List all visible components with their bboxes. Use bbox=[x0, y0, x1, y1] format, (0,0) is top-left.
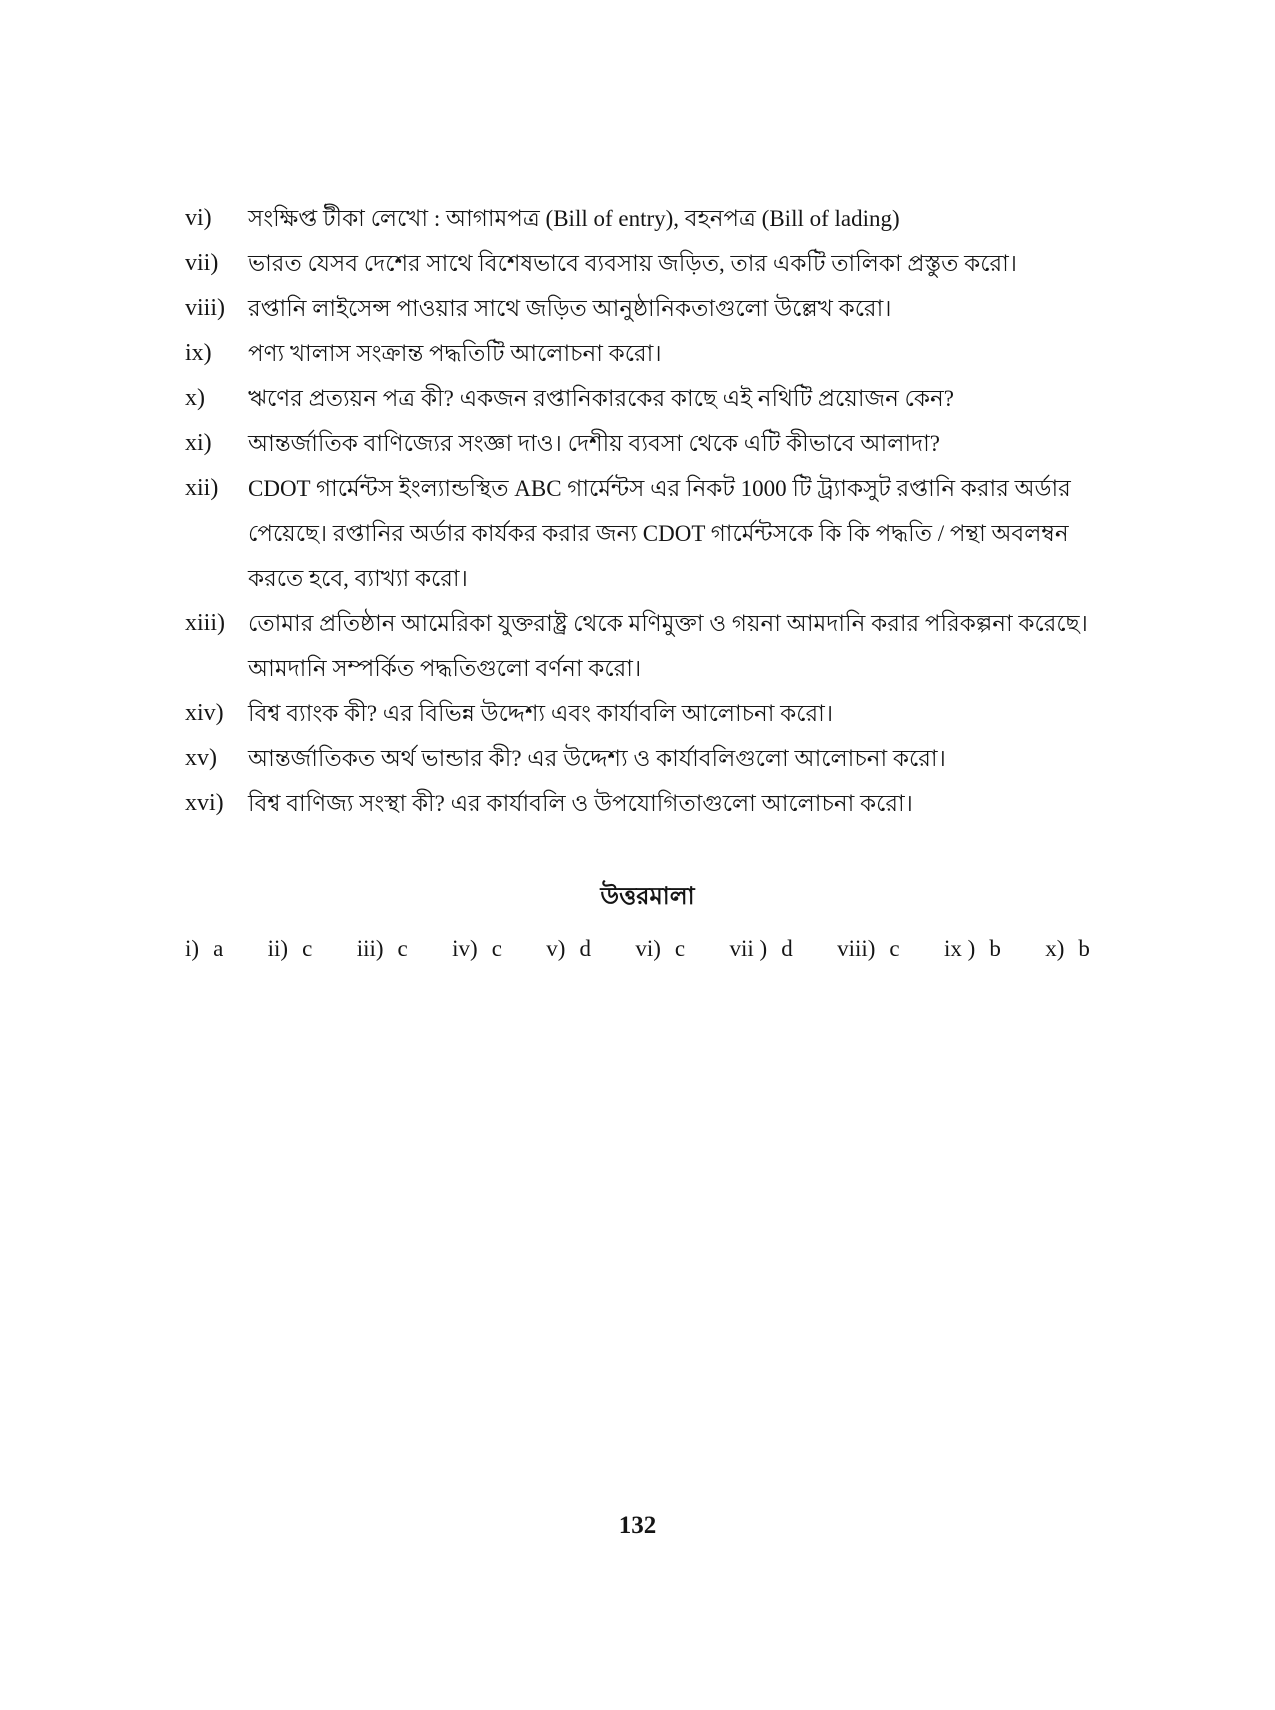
question-text: পণ্য খালাস সংক্রান্ত পদ্ধতিটি আলোচনা করো। bbox=[248, 341, 662, 366]
question-item bbox=[185, 601, 1110, 691]
answer-label: i) bbox=[185, 936, 200, 961]
question-item bbox=[185, 196, 1110, 241]
answer-label: x) bbox=[1045, 936, 1065, 961]
question-text: আন্তর্জাতিকত অর্থ ভান্ডার কী? এর উদ্দেশ্য ও কার্যাবলিগুলো আলোচনা করো। bbox=[248, 746, 946, 771]
question-item bbox=[185, 736, 1110, 781]
question-item bbox=[185, 781, 1110, 826]
answer-pair bbox=[944, 934, 1001, 964]
answer-value: c bbox=[491, 936, 502, 961]
answer-value: d bbox=[579, 936, 591, 961]
question-text: তোমার প্রতিষ্ঠান আমেরিকা যুক্তরাষ্ট্র থেকে মণিমুক্তা ও গয়না আমদানি করার পরিকল্পনা করেছে। আমদানি সম্পর্কিত পদ্ধতিগুলো বর্ণনা করো। bbox=[248, 611, 1088, 681]
answer-value: c bbox=[889, 936, 900, 961]
question-item bbox=[185, 376, 1110, 421]
answer-pair bbox=[837, 934, 900, 964]
question-text: CDOT গার্মেন্টস ইংল্যান্ডস্থিত ABC গার্মেন্টস এর নিকট 1000 টি ট্র্যাকসুট রপ্তানি করার অর্ডার পেয়েছে। রপ্তানির অর্ডার কার্যকর করার জন্য CDOT গার্মেন্টসকে কি কি পদ্ধতি / পন্থা অবলম্বন করতে হবে, ব্যাখ্যা করো। bbox=[248, 476, 1071, 591]
answer-key-row bbox=[185, 934, 1090, 964]
answer-label: viii) bbox=[837, 936, 876, 961]
question-text: বিশ্ব ব্যাংক কী? এর বিভিন্ন উদ্দেশ্য এবং কার্যাবলি আলোচনা করো। bbox=[248, 701, 834, 726]
page-number: 132 bbox=[618, 1512, 657, 1539]
question-item bbox=[185, 241, 1110, 286]
answer-value: c bbox=[302, 936, 313, 961]
answer-pair bbox=[635, 934, 685, 964]
question-number: ix) bbox=[185, 340, 212, 366]
answer-key-section bbox=[185, 882, 1110, 964]
answer-value: a bbox=[213, 936, 224, 961]
question-number: xii) bbox=[185, 475, 219, 501]
question-text: সংক্ষিপ্ত টীকা লেখো : আগামপত্র (Bill of entry), বহনপত্র (Bill of lading) bbox=[248, 206, 900, 231]
answer-key-title: উত্তরমালা bbox=[600, 884, 695, 910]
question-number: xvi) bbox=[185, 790, 224, 816]
answer-pair bbox=[357, 934, 408, 964]
answer-pair bbox=[452, 934, 502, 964]
question-number: x) bbox=[185, 385, 205, 411]
answer-label: ii) bbox=[267, 936, 289, 961]
answer-value: c bbox=[674, 936, 686, 961]
question-number: xiii) bbox=[185, 610, 225, 636]
answer-value: d bbox=[781, 936, 793, 961]
question-item bbox=[185, 421, 1110, 466]
question-number: xv) bbox=[185, 745, 217, 771]
question-number: vi) bbox=[185, 205, 212, 231]
question-item bbox=[185, 331, 1110, 376]
question-number: xiv) bbox=[185, 700, 224, 726]
question-number: xi) bbox=[185, 430, 212, 456]
answer-label: iii) bbox=[356, 936, 384, 961]
question-item bbox=[185, 466, 1110, 601]
question-item bbox=[185, 691, 1110, 736]
question-item bbox=[185, 286, 1110, 331]
answer-value: b bbox=[1078, 936, 1090, 961]
question-text: রপ্তানি লাইসেন্স পাওয়ার সাথে জড়িত আনুষ্ঠানিকতাগুলো উল্লেখ করো। bbox=[248, 296, 892, 321]
answer-pair bbox=[730, 934, 793, 964]
question-text: বিশ্ব বাণিজ্য সংস্থা কী? এর কার্যাবলি ও উপযোগিতাগুলো আলোচনা করো। bbox=[248, 791, 913, 816]
answer-pair bbox=[546, 934, 591, 964]
answer-pair bbox=[185, 934, 223, 964]
answer-label: ix ) bbox=[944, 936, 976, 961]
question-text: ভারত যেসব দেশের সাথে বিশেষভাবে ব্যবসায় জড়িত, তার একটি তালিকা প্রস্তুত করো। bbox=[248, 251, 1018, 276]
question-text: ঋণের প্রত্যয়ন পত্র কী? একজন রপ্তানিকারকের কাছে এই নথিটি প্রয়োজন কেন? bbox=[248, 386, 954, 411]
answer-pair bbox=[1045, 934, 1090, 964]
answer-label: v) bbox=[546, 936, 566, 961]
answer-value: b bbox=[989, 936, 1001, 961]
answer-label: vii ) bbox=[729, 936, 768, 961]
question-list bbox=[185, 196, 1110, 964]
question-number: vii) bbox=[185, 250, 219, 276]
answer-label: iv) bbox=[452, 936, 478, 961]
question-number: viii) bbox=[185, 295, 225, 321]
answer-value: c bbox=[397, 936, 408, 961]
answer-label: vi) bbox=[635, 936, 661, 961]
answer-pair bbox=[268, 934, 313, 964]
question-text: আন্তর্জাতিক বাণিজ্যের সংজ্ঞা দাও। দেশীয় ব্যবসা থেকে এটি কীভাবে আলাদা? bbox=[248, 431, 940, 456]
